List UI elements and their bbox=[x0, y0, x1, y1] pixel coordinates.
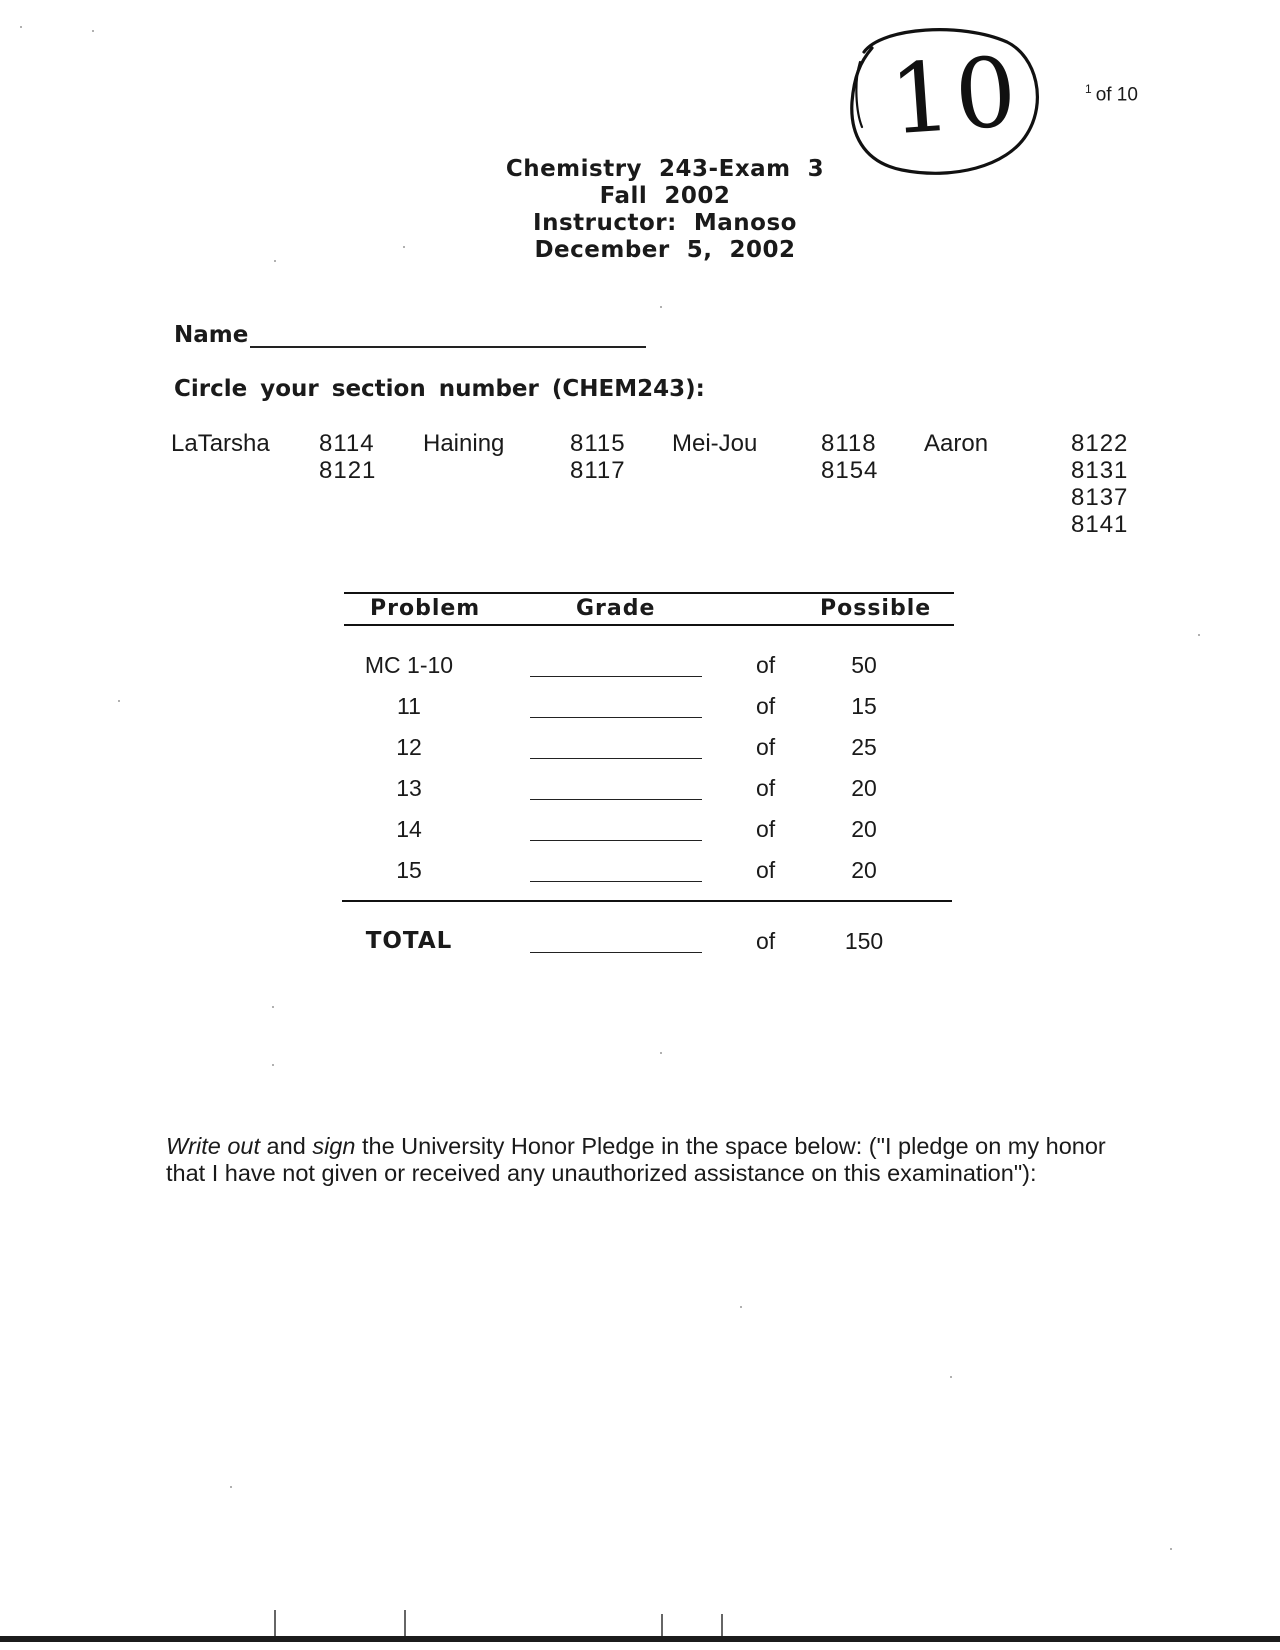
section-code[interactable]: 8118 bbox=[821, 430, 877, 457]
section-code[interactable]: 8137 bbox=[1071, 484, 1129, 511]
section-prompt: Circle your section number (CHEM243): bbox=[174, 376, 705, 402]
section-instructor-aaron: Aaron bbox=[924, 430, 989, 457]
name-field[interactable] bbox=[250, 324, 646, 348]
row-possible: 25 bbox=[851, 734, 877, 760]
table-row bbox=[344, 775, 954, 807]
section-code[interactable]: 8122 bbox=[1071, 430, 1129, 457]
table-row bbox=[344, 652, 954, 684]
handwritten-circled-score bbox=[842, 22, 1042, 182]
grade-field[interactable] bbox=[530, 881, 702, 882]
section-codes-aaron bbox=[1071, 430, 1128, 538]
table-row-total bbox=[344, 928, 954, 960]
grade-field[interactable] bbox=[530, 717, 702, 718]
page-number bbox=[1085, 82, 1138, 106]
header-grade: Grade bbox=[576, 596, 656, 621]
exam-header bbox=[480, 156, 850, 264]
table-rule-top bbox=[344, 592, 954, 594]
row-possible: 20 bbox=[851, 775, 877, 801]
row-problem: 12 bbox=[396, 734, 422, 760]
exam-date: December 5, 2002 bbox=[534, 237, 796, 263]
row-possible: 20 bbox=[851, 857, 877, 883]
row-of: of bbox=[756, 693, 776, 719]
row-possible: 15 bbox=[851, 693, 877, 719]
handwritten-score-text: 10 bbox=[886, 35, 1024, 157]
section-code[interactable]: 8154 bbox=[821, 457, 879, 484]
row-problem: 14 bbox=[396, 816, 422, 842]
grade-field[interactable] bbox=[530, 799, 702, 800]
row-of: of bbox=[756, 775, 776, 801]
header-problem: Problem bbox=[370, 596, 481, 621]
pledge-sign: sign bbox=[312, 1133, 356, 1159]
row-possible: 50 bbox=[851, 652, 877, 678]
table-row bbox=[344, 693, 954, 725]
section-code[interactable]: 8131 bbox=[1071, 457, 1129, 484]
section-code[interactable]: 8117 bbox=[570, 457, 626, 484]
total-label: TOTAL bbox=[365, 928, 453, 954]
section-codes-haining bbox=[570, 430, 626, 484]
header-possible: Possible bbox=[820, 596, 932, 621]
total-of: of bbox=[756, 928, 776, 954]
section-code[interactable]: 8114 bbox=[319, 430, 375, 457]
pledge-write-out: Write out bbox=[166, 1133, 261, 1159]
table-rule-header bbox=[344, 624, 954, 626]
grade-field[interactable] bbox=[530, 840, 702, 841]
section-code[interactable]: 8121 bbox=[319, 457, 377, 484]
row-problem: MC 1-10 bbox=[364, 652, 454, 678]
pledge-and: and bbox=[260, 1133, 313, 1159]
term: Fall 2002 bbox=[599, 183, 731, 209]
total-possible: 150 bbox=[844, 928, 884, 954]
scan-edge-bar bbox=[0, 1636, 1280, 1642]
table-row bbox=[344, 734, 954, 766]
row-of: of bbox=[756, 816, 776, 842]
pledge-text: the University Honor Pledge in the space below: ("I pledge on my honor that I have not given or received any unauthorized assistance on this examination"): bbox=[166, 1133, 1106, 1186]
page-number-current: 1 bbox=[1085, 82, 1092, 96]
row-problem: 11 bbox=[397, 693, 421, 719]
row-problem: 13 bbox=[396, 775, 422, 801]
section-code[interactable]: 8115 bbox=[570, 430, 626, 457]
section-codes-latarsha bbox=[319, 430, 376, 484]
grade-field[interactable] bbox=[530, 758, 702, 759]
row-of: of bbox=[756, 652, 776, 678]
section-instructor-mei-jou: Mei-Jou bbox=[672, 430, 758, 457]
honor-pledge-instructions bbox=[166, 1133, 1106, 1187]
name-label: Name bbox=[174, 322, 249, 348]
row-of: of bbox=[756, 857, 776, 883]
section-instructor-haining: Haining bbox=[423, 430, 505, 457]
table-row bbox=[344, 816, 954, 848]
section-instructor-latarsha: LaTarsha bbox=[171, 430, 270, 457]
page-number-total: of 10 bbox=[1095, 84, 1138, 106]
table-rule-total bbox=[342, 900, 952, 902]
name-row bbox=[174, 322, 646, 348]
row-of: of bbox=[756, 734, 776, 760]
course-title: Chemistry 243-Exam 3 bbox=[505, 156, 825, 182]
section-code[interactable]: 8141 bbox=[1071, 511, 1129, 538]
row-problem: 15 bbox=[396, 857, 422, 883]
row-possible: 20 bbox=[851, 816, 877, 842]
instructor: Instructor: Manoso bbox=[533, 210, 797, 236]
section-codes-mei-jou bbox=[821, 430, 878, 484]
table-row bbox=[344, 857, 954, 889]
total-grade-field[interactable] bbox=[530, 952, 702, 953]
grade-field[interactable] bbox=[530, 676, 702, 677]
